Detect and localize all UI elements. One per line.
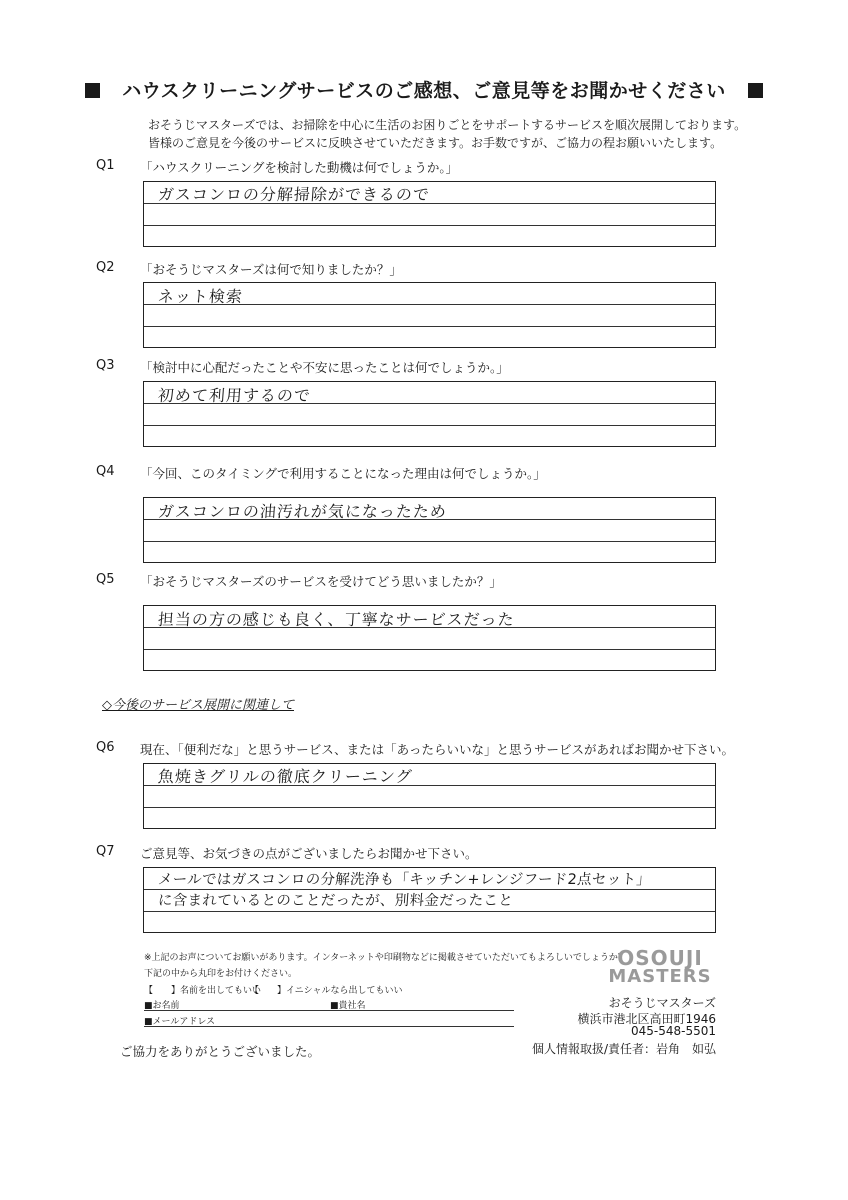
- question-number: Q5: [96, 572, 115, 587]
- osouji-masters-logo: [604, 948, 716, 986]
- question-text: 「ハウスクリーニングを検討した動機は何でしょうか。」: [140, 160, 459, 175]
- form-title: ハウスクリーニングサービスのご感想、ご意見等をお聞かせください: [0, 76, 848, 103]
- answer-box-q6[interactable]: [143, 763, 716, 829]
- handwritten-answer: 初めて利用するので: [157, 386, 312, 405]
- handwritten-answer: 担当の方の感じも良く、丁寧なサービスだった: [157, 610, 516, 629]
- ruled-line: [144, 541, 715, 542]
- question-text: ご意見等、お気づきの点がございましたらお聞かせ下さい。: [140, 846, 478, 861]
- answer-box-q5[interactable]: [143, 605, 716, 671]
- handwritten-answer: メールではガスコンロの分解洗浄も「キッチン+レンジフード2点セット」: [157, 872, 652, 888]
- name-label: ■お名前: [144, 1001, 180, 1011]
- company-name: おそうじマスターズ: [608, 996, 716, 1010]
- consent-note: ※上記のお声についてお願いがあります。インターネットや印刷物などに掲載させていただいてもよろしいでしょうか？: [144, 953, 627, 963]
- question-text: 「おそうじマスターズは何で知りましたか？」: [140, 262, 402, 277]
- ruled-line: [144, 425, 715, 426]
- handwritten-answer: 魚焼きグリルの徹底クリーニング: [157, 767, 414, 786]
- handwritten-answer: に含まれているとのことだったが、別料金だったこと: [157, 893, 514, 909]
- intro-line-1: おそうじマスターズでは、お掃除を中心に生活のお困りごとをサポートするサービスを順次展開しております。: [148, 118, 747, 132]
- answer-box-q1[interactable]: [143, 181, 716, 247]
- ruled-line: [144, 225, 715, 226]
- question-text: 「検討中に心配だったことや不安に思ったことは何でしょうか。」: [140, 360, 509, 375]
- question-text: 現在、「便利だな」と思うサービス、または「あったらいいな」と思うサービスがあればお聞かせ下さい。: [140, 742, 735, 757]
- email-label: ■メールアドレス: [144, 1017, 216, 1027]
- handwritten-answer: ガスコンロの油汚れが気になったため: [157, 502, 448, 521]
- answer-box-q7[interactable]: [143, 867, 716, 933]
- logo-line-1: OSOUJI: [617, 946, 703, 970]
- ruled-line: [144, 911, 715, 912]
- question-text: 「おそうじマスターズのサービスを受けてどう思いましたか？」: [140, 574, 502, 589]
- consent-option-initial[interactable]: 【 】イニシャルなら出してもいい: [250, 986, 403, 996]
- consent-option-name[interactable]: 【 】名前を出してもいい: [144, 986, 262, 996]
- section-heading: ◇今後のサービス展開に関連して: [102, 698, 294, 713]
- privacy-officer: 個人情報取扱/責任者：岩角 如弘: [531, 1042, 716, 1056]
- question-text: 「今回、このタイミングで利用することになった理由は何でしょうか。」: [140, 466, 546, 481]
- ruled-line: [144, 649, 715, 650]
- ruled-line: [144, 326, 715, 327]
- email-field[interactable]: [144, 1026, 514, 1027]
- question-number: Q3: [96, 358, 115, 373]
- thank-you-text: ご協力をありがとうございました。: [120, 1044, 321, 1059]
- name-field[interactable]: [144, 1010, 514, 1011]
- question-number: Q1: [96, 158, 115, 173]
- logo-line-2: MASTERS: [608, 966, 712, 987]
- square-bullet-icon: [748, 83, 763, 98]
- company-label: ■貴社名: [330, 1001, 366, 1011]
- company-address: 横浜市港北区高田町1946: [577, 1012, 716, 1026]
- question-number: Q2: [96, 260, 115, 275]
- intro-line-2: 皆様のご意見を今後のサービスに反映させていただきます。お手数ですが、ご協力の程お願いいたします。: [148, 136, 723, 150]
- company-phone: 045-548-5501: [630, 1024, 716, 1038]
- consent-instruction: 下記の中から丸印をお付けください。: [144, 969, 298, 979]
- square-bullet-icon: [85, 83, 100, 98]
- handwritten-answer: ガスコンロの分解掃除ができるので: [157, 185, 431, 204]
- question-number: Q7: [96, 844, 115, 859]
- answer-box-q2[interactable]: [143, 282, 716, 348]
- handwritten-answer: ネット検索: [157, 287, 244, 306]
- answer-box-q3[interactable]: [143, 381, 716, 447]
- answer-box-q4[interactable]: [143, 497, 716, 563]
- question-number: Q4: [96, 464, 115, 479]
- question-number: Q6: [96, 740, 115, 755]
- ruled-line: [144, 807, 715, 808]
